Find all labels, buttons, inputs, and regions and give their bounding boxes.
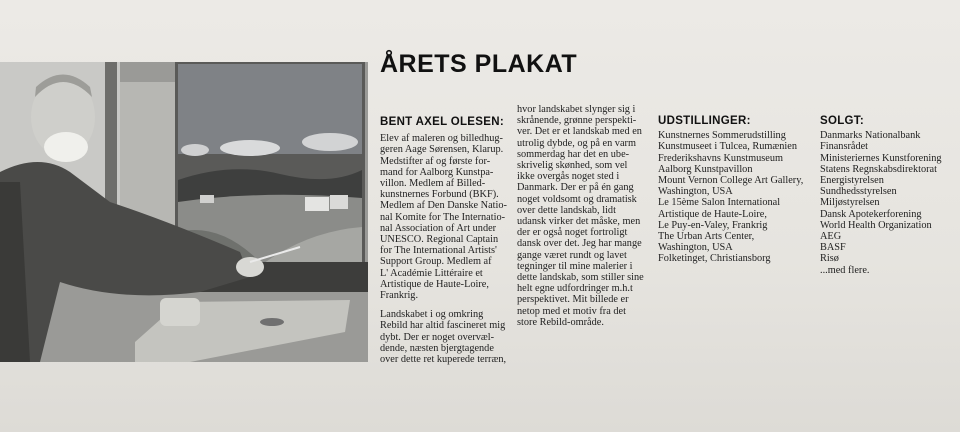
list-item: Energistyrelsen <box>820 175 884 187</box>
text-line: store Rebild-område. <box>517 316 604 328</box>
text-line: geren Aage Sørensen, Klarup. <box>380 144 504 156</box>
list-item: Finansrådet <box>820 141 869 153</box>
text-line: perspektivet. Mit billede er <box>517 294 629 306</box>
text-line: tegninger til mine malerier i <box>517 260 633 272</box>
exhibitions-list <box>658 130 808 264</box>
text-line: nal Komite for The Internatio- <box>380 211 506 223</box>
exhibitions-column <box>658 116 808 265</box>
landscape-paragraph <box>380 309 510 365</box>
landscape-paragraph-continued <box>517 104 652 328</box>
text-line: noget voldsomt og dramatisk <box>517 193 637 205</box>
text-line: Frankrig. <box>380 290 419 302</box>
text-line: skrånende, grønne perspekti- <box>517 115 637 127</box>
sold-list <box>820 130 955 276</box>
list-item: Sundhedsstyrelsen <box>820 186 897 198</box>
list-item: Kunstmuseet i Tulcea, Rumænien <box>658 141 798 153</box>
list-item: Frederikshavns Kunstmuseum <box>658 152 783 164</box>
text-line: for The International Artists' <box>380 245 497 257</box>
list-item: BASF <box>820 242 846 254</box>
landscape-text-column <box>517 104 652 336</box>
text-line: villon. Medlem af Billed- <box>380 178 486 190</box>
artist-name-heading: BENT AXEL OLESEN: <box>380 116 504 128</box>
text-line: kunstnernes Forbund (BKF). <box>380 189 499 201</box>
list-item: Folketinget, Christiansborg <box>658 253 771 265</box>
text-line: Medstifter af og første for- <box>380 155 491 167</box>
text-line: ver. Det er et landskab med en <box>517 126 642 138</box>
sold-column <box>820 116 955 276</box>
text-line: netop med et motiv fra det <box>517 305 626 317</box>
list-item: Danmarks Nationalbank <box>820 130 921 142</box>
text-line: Support Group. Medlem af <box>380 256 492 268</box>
text-line: nal Association of Art under <box>380 222 497 234</box>
text-line: gange været rundt og lavet <box>517 249 627 261</box>
text-line: dende, næsten bjergtagende <box>380 342 494 354</box>
text-line: Artistique de Haute-Loire, <box>380 278 489 290</box>
text-line: der er også noget fortroligt <box>517 227 628 239</box>
list-item: Miljøstyrelsen <box>820 197 880 209</box>
bio-column <box>380 117 510 373</box>
artist-photo <box>0 62 368 362</box>
text-line: Rebild har altid fascineret mig <box>380 320 506 332</box>
text-line: dybt. Der er noget overvæl- <box>380 331 495 343</box>
text-line: L' Académie Littéraire et <box>380 267 483 279</box>
text-line: Elev af maleren og billedhug- <box>380 133 503 145</box>
list-item: Artistique de Haute-Loire, <box>658 208 767 220</box>
text-line: mand for Aalborg Kunstpa- <box>380 166 494 178</box>
text-line: hvor landskabet slynger sig i <box>517 104 636 115</box>
artist-painting-image <box>0 62 368 362</box>
list-item: Washington, USA <box>658 242 733 254</box>
exhibitions-heading: UDSTILLINGER: <box>658 115 751 127</box>
text-line: utrolig dybde, og på en varm <box>517 137 636 149</box>
text-line: over dette ret kuperede terræn, <box>380 354 507 366</box>
list-item: Aalborg Kunstpavillon <box>658 163 753 175</box>
sold-heading: SOLGT: <box>820 115 864 127</box>
text-line: UNESCO. Regional Captain <box>380 234 499 246</box>
list-item: Ministeriernes Kunstforening <box>820 152 942 164</box>
list-item: Risø <box>820 253 839 265</box>
page-title: ÅRETS PLAKAT <box>380 50 578 78</box>
list-item: Le 15ème Salon International <box>658 197 781 209</box>
text-line: skrivelig skønhed, som vel <box>517 160 628 172</box>
list-item: ...med flere. <box>820 264 870 276</box>
bio-paragraph <box>380 133 510 301</box>
list-item: Statens Regnskabsdirektorat <box>820 163 937 175</box>
text-line: Medlem af Den Danske Natio- <box>380 200 507 212</box>
list-item: Le Puy-en-Valey, Frankrig <box>658 219 768 231</box>
text-line: ikke overgås noget sted i <box>517 171 620 183</box>
text-line: Landskabet i og omkring <box>380 309 484 321</box>
list-item: AEG <box>820 231 842 243</box>
list-item: Dansk Apotekerforening <box>820 208 922 220</box>
list-item: World Health Organization <box>820 219 932 231</box>
text-line: over dette landskab, lidt <box>517 204 616 216</box>
list-item: Mount Vernon College Art Gallery, <box>658 175 804 187</box>
text-line: udansk virker det måske, men <box>517 216 641 228</box>
text-line: helt egne udfordringer m.h.t <box>517 283 633 295</box>
list-item: Kunstnernes Sommerudstilling <box>658 130 786 142</box>
text-line: dansk over det. Jeg har mange <box>517 238 642 250</box>
text-line: dette landskab, som stiller sine <box>517 272 644 284</box>
list-item: Washington, USA <box>658 186 733 198</box>
list-item: The Urban Arts Center, <box>658 231 755 243</box>
text-line: Danmark. Der er på én gang <box>517 182 634 194</box>
text-line: sommerdag har det en ube- <box>517 148 630 160</box>
